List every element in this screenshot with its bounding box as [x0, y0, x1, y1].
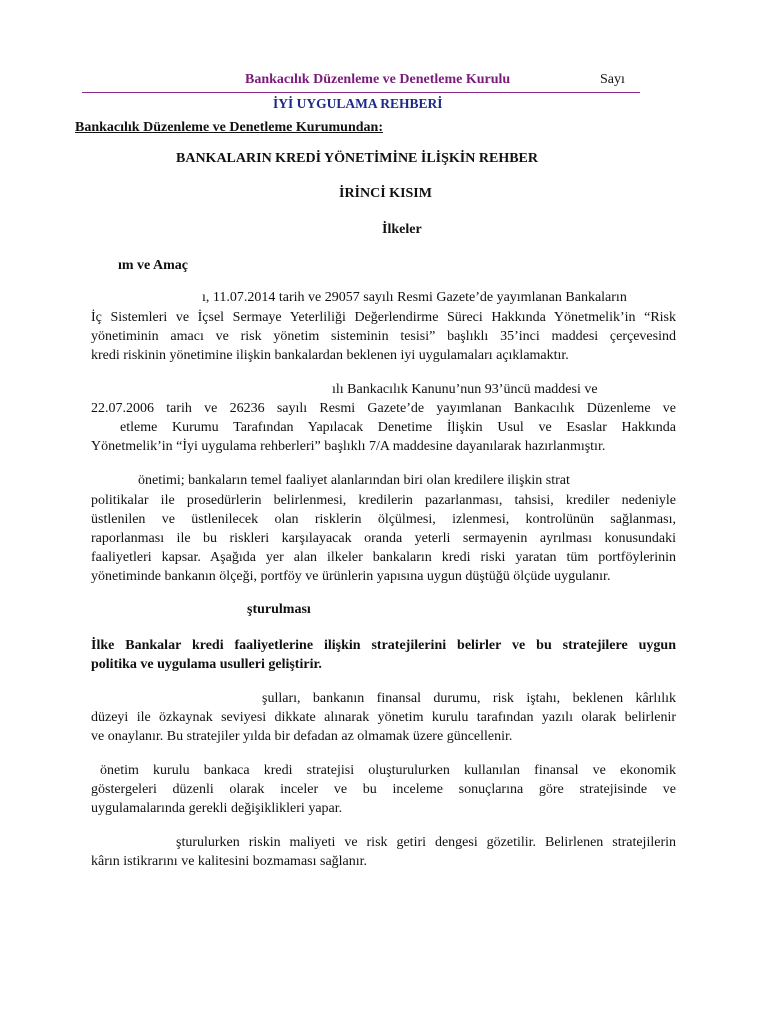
header-number-label: Sayı — [600, 72, 625, 87]
paragraph-line: uygulamalarında gerekli değişiklikleri yapar. — [91, 801, 343, 816]
paragraph-line: etleme Kurumu Tarafından Yapılacak Denetime İlişkin Usul ve Esaslar Hakkında — [120, 420, 676, 435]
paragraph-line: faaliyetleri kapsar. Aşağıda yer alan ilkeler bankaların kredi riski yaratan tüm portföylerinin — [91, 550, 676, 565]
heading-establishment: şturulması — [247, 602, 311, 617]
paragraph-line: İç Sistemleri ve İçsel Sermaye Yeterliliği Değerlendirme Süreci Hakkında Yönetmelik’in “Risk — [91, 310, 676, 325]
paragraph-line: ılı Bankacılık Kanunu’nun 93’üncü maddesi ve — [332, 382, 598, 397]
paragraph-line: şulları, bankanın finansal durumu, risk iştahı, beklenen kârlılık — [262, 691, 676, 706]
principle-statement: politika ve uygulama usulleri geliştirir. — [91, 657, 322, 672]
paragraph-line: ı, 11.07.2014 tarih ve 29057 sayılı Resmi Gazete’de yayımlanan Bankaların — [202, 290, 627, 305]
paragraph-line: kredi riskinin yönetimine ilişkin bankalardan beklenen iyi uygulamaları açıklamaktır. — [91, 348, 569, 363]
paragraph-line: önetim kurulu bankaca kredi stratejisi oluşturulurken kullanılan finansal ve ekonomik — [100, 763, 676, 778]
principle-statement: İlke Bankalar kredi faaliyetlerine ilişkin stratejilerini belirler ve bu stratejilere uygun — [91, 638, 676, 653]
paragraph-line: 22.07.2006 tarih ve 26236 sayılı Resmi Gazete’de yayımlanan Bankacılık Düzenleme ve — [91, 401, 676, 416]
paragraph-line: raporlanması ile bu riskleri karşılayacak oranda yeterli sermayenin ayrılması konusundaki — [91, 531, 676, 546]
paragraph-line: Yönetmelik’in “İyi uygulama rehberleri” başlıklı 7/A maddesine dayanılarak hazırlanmıştır. — [91, 439, 606, 454]
guide-label: İYİ UYGULAMA REHBERİ — [273, 96, 443, 111]
paragraph-line: yönetiminin amacı ve risk yönetim sisteminin tesisi” başlıklı 35’inci maddesi çerçevesind — [91, 329, 676, 344]
paragraph-line: ve onaylanır. Bu stratejiler yılda bir defadan az olmamak üzere güncellenir. — [91, 729, 513, 744]
paragraph-line: politikalar ile prosedürlerin belirlenmesi, kredilerin pazarlanması, tahsisi, krediler nedeniyle — [91, 493, 676, 508]
paragraph-line: göstergeleri düzenli olarak inceler ve bu inceleme sonuçlarına göre stratejisinde ve — [91, 782, 676, 797]
paragraph-line: şturulurken riskin maliyeti ve risk getiri dengesi gözetilir. Belirlenen stratejilerin — [176, 835, 676, 850]
header-institution: Bankacılık Düzenleme ve Denetleme Kurulu — [245, 72, 511, 87]
section-title: İlkeler — [382, 222, 422, 237]
paragraph-line: üstlenilen ve üstlenilecek olan risklerin ölçülmesi, izlenmesi, kontrolünün sağlanması, — [91, 512, 676, 527]
paragraph-line: kârın istikrarını ve kalitesini bozmaması sağlanır. — [91, 854, 368, 869]
issuer-line: Bankacılık Düzenleme ve Denetleme Kurumundan: — [75, 120, 383, 135]
paragraph-line: yönetiminde bankanın ölçeği, portföy ve ürünlerin yapısına uygun düştüğü ölçüde uygulanır. — [91, 569, 611, 584]
document-title: BANKALARIN KREDİ YÖNETİMİNE İLİŞKİN REHBER — [176, 151, 538, 166]
heading-scope: ım ve Amaç — [118, 258, 188, 273]
paragraph-line: önetimi; bankaların temel faaliyet alanlarından biri olan kredilere ilişkin strat — [138, 473, 570, 488]
header-divider — [82, 92, 640, 93]
part-title: İRİNCİ KISIM — [339, 186, 432, 201]
paragraph-line: düzeyi ile özkaynak seviyesi dikkate alınarak yönetim kurulu tarafından yazılı olarak belirlenir — [91, 710, 676, 725]
